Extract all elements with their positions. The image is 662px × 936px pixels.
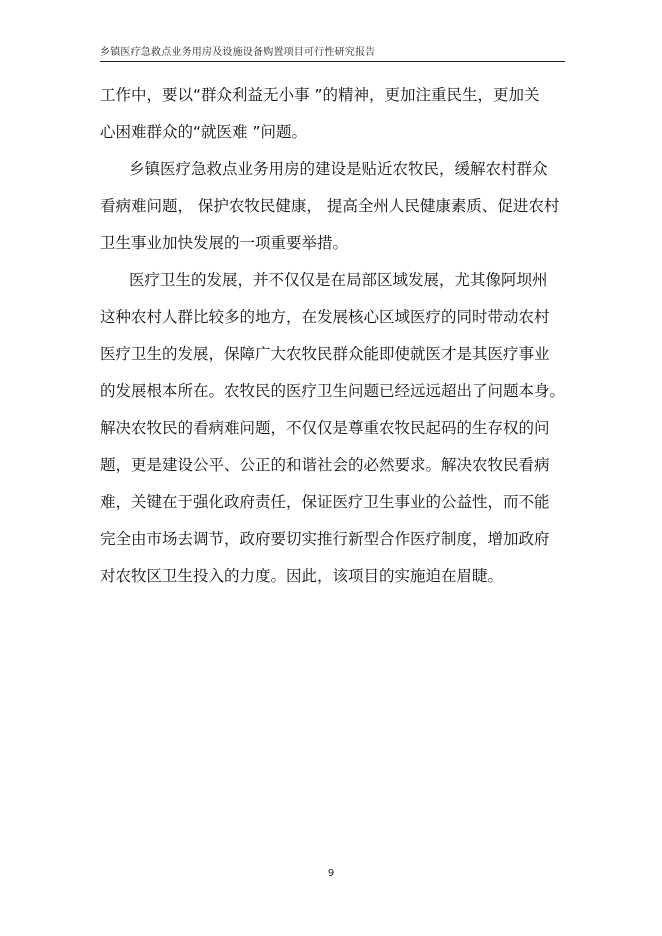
body-line: 完全由市场去调节，政府要切实推行新型合作医疗制度，增加政府 xyxy=(100,530,550,548)
body-text xyxy=(100,84,566,602)
body-line: 难，关键在于强化政府责任，保证医疗卫生事业的公益性，而不能 xyxy=(100,493,550,511)
body-line: 乡镇医疗急救点业务用房的建设是贴近农牧民，缓解农村群众 xyxy=(129,160,548,178)
body-line: 卫生事业加快发展的一项重要举措。 xyxy=(100,234,349,252)
body-line: 这种农村人群比较多的地方，在发展核心区域医疗的同时带动农村 xyxy=(100,308,550,326)
body-line: 解决农牧民的看病难问题，不仅仅是尊重农牧民起码的生存权的问 xyxy=(100,419,550,437)
body-line: 医疗卫生的发展，并不仅仅是在局部区域发展，尤其像阿坝州 xyxy=(129,271,548,289)
body-line: 的发展根本所在。农牧民的医疗卫生问题已经远远超出了问题本身。 xyxy=(100,382,566,400)
body-line: 看病难问题， 保护农牧民健康， 提高全州人民健康素质、促进农村 xyxy=(100,197,560,215)
body-line: 工作中，要以“群众利益无小事 ”的精神，更加注重民生，更加关 xyxy=(100,86,540,104)
page-number: 9 xyxy=(327,868,335,879)
body-line: 医疗卫生的发展，保障广大农牧民群众能即使就医才是其医疗事业 xyxy=(100,345,550,363)
running-header: 乡镇医疗急救点业务用房及设施设备购置项目可行性研究报告 xyxy=(100,47,376,58)
body-line: 心困难群众的“就医难 ”问题。 xyxy=(100,123,307,141)
header-rule xyxy=(100,61,565,62)
body-line: 对农牧区卫生投入的力度。因此，该项目的实施迫在眉睫。 xyxy=(100,567,504,585)
body-line: 题，更是建设公平、公正的和谐社会的必然要求。解决农牧民看病 xyxy=(100,456,550,474)
